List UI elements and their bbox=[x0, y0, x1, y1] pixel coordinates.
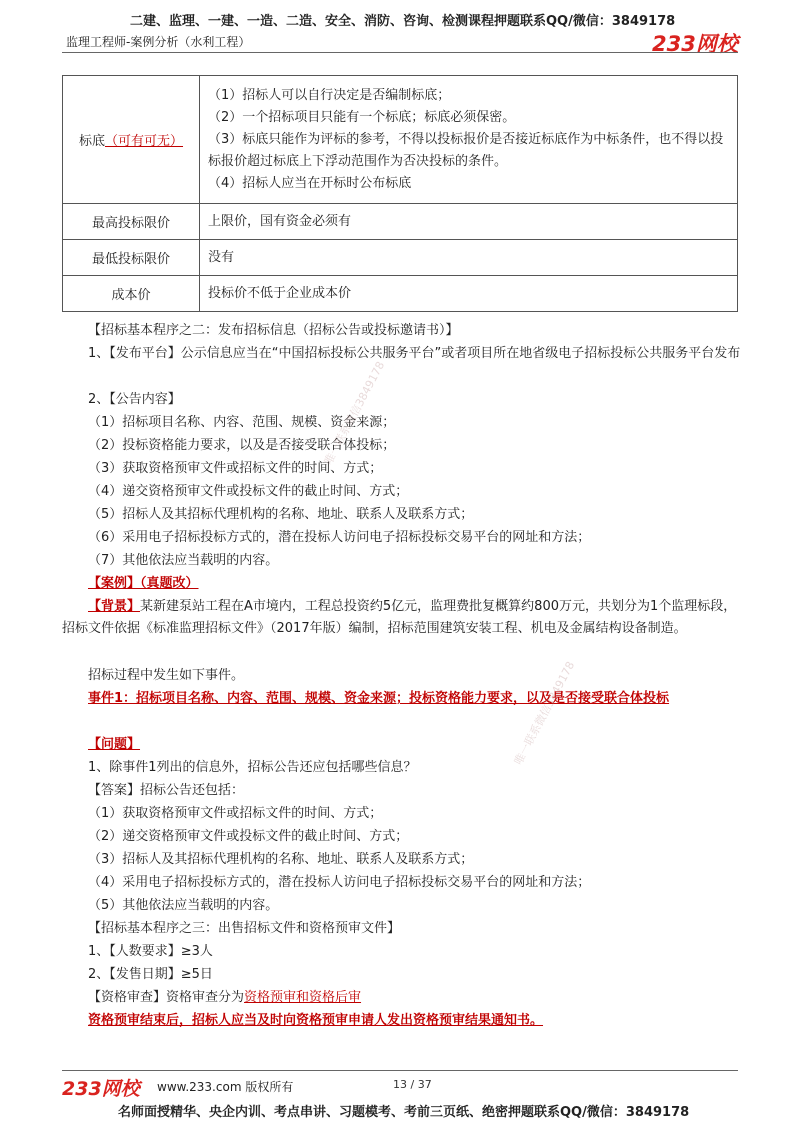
platform-prefix: 1、【发布平台】 bbox=[88, 346, 181, 361]
table-label-cell: 最高投标限价 bbox=[63, 204, 200, 240]
biaodi-line: （3）标底只能作为评标的参考，不得以投标报价是否接近标底作为中标条件，也不得以投标报价超过标底上下浮动范围作为否决投标的条件。 bbox=[208, 131, 724, 169]
biaodi-note: （可有可无） bbox=[105, 134, 184, 149]
review-note: 资格预审结束后，招标人应当及时向资格预审申请人发出资格预审结果通知书。 bbox=[88, 1013, 544, 1028]
document-subtitle: 监理工程师-案例分析（水利工程） bbox=[66, 35, 251, 49]
table-label-cell bbox=[63, 76, 200, 204]
people-requirement: 1、【人数要求】≥3人 bbox=[88, 944, 213, 959]
biaodi-line: （2）一个招标项目只能有一个标底；标底必须保密。 bbox=[208, 109, 516, 125]
events-intro: 招标过程中发生如下事件。 bbox=[88, 668, 245, 683]
content-item: （2）投标资格能力要求，以及是否接受联合体投标； bbox=[88, 438, 396, 453]
header-divider bbox=[62, 52, 738, 53]
section2-title: 【招标基本程序之二：发布招标信息（招标公告或投标邀请书）】 bbox=[88, 323, 459, 338]
table-value-cell bbox=[200, 76, 738, 204]
footer-copyright: www.233.com 版权所有 bbox=[157, 1080, 294, 1094]
question-1: 1、除事件1列出的信息外，招标公告还应包括哪些信息？ bbox=[88, 760, 417, 775]
background-text: 某新建泵站工程在A市境内，工程总投资约5亿元，监理费批复概算约800万元，共划分为1个监理标段，招标文件依据《标准监理招标文件》（2017年版）编制，招标范围建筑安装工程、机电及金属结构设备制造。 bbox=[62, 599, 737, 636]
answer-item: （3）招标人及其招标代理机构的名称、地址、联系人及联系方式； bbox=[88, 852, 474, 867]
content-item: （5）招标人及其招标代理机构的名称、地址、联系人及联系方式； bbox=[88, 507, 474, 522]
header-contact-line: 二建、监理、一建、一造、二造、安全、消防、咨询、检测课程押题联系QQ/微信：3849178 bbox=[130, 14, 676, 29]
table-row bbox=[63, 204, 738, 240]
case-title: 【案例】（真题改） bbox=[88, 576, 199, 591]
question-tag: 【问题】 bbox=[88, 737, 141, 752]
answer-item: （5）其他依法应当载明的内容。 bbox=[88, 898, 279, 913]
background-tag: 【背景】 bbox=[88, 599, 141, 614]
table-row bbox=[63, 240, 738, 276]
biaodi-line: （1）招标人可以自行决定是否编制标底； bbox=[208, 87, 451, 103]
biaodi-label: 标底 bbox=[78, 134, 105, 149]
sale-days: 2、【发售日期】≥5日 bbox=[88, 967, 213, 982]
content-item: （4）递交资格预审文件或投标文件的截止时间、方式； bbox=[88, 484, 409, 499]
table-value-cell: 投标价不低于企业成本价 bbox=[200, 276, 738, 312]
review-line bbox=[88, 987, 361, 1009]
content-item: （1）招标项目名称、内容、范围、规模、资金来源； bbox=[88, 415, 396, 430]
watermark: 唯一联系微信3849178 bbox=[511, 659, 578, 768]
content-title: 2、【公告内容】 bbox=[88, 392, 181, 407]
answer-item: （4）采用电子招标投标方式的，潜在投标人访问电子招标投标交易平台的网址和方法； bbox=[88, 875, 591, 890]
content-item: （6）采用电子招标投标方式的，潜在投标人访问电子招标投标交易平台的网址和方法； bbox=[88, 530, 591, 545]
platform-paragraph bbox=[62, 343, 742, 365]
footer-contact-line: 名师面授精华、央企内训、考点串讲、习题模考、考前三页纸、绝密押题联系QQ/微信：3849178 bbox=[118, 1105, 690, 1120]
table-label-cell: 成本价 bbox=[63, 276, 200, 312]
event-1: 事件1：招标项目名称、内容、范围、规模、资金来源；投标资格能力要求，以及是否接受联合体投标 bbox=[88, 691, 670, 706]
section3-title: 【招标基本程序之三：出售招标文件和资格预审文件】 bbox=[88, 921, 401, 936]
table-row bbox=[63, 276, 738, 312]
watermark: 唯一联系微信3849178 bbox=[321, 359, 388, 468]
platform-text: 公示信息应当在“中国招标投标公共服务平台”或者项目所在地省级电子招标投标公共服务平台发布 bbox=[180, 346, 741, 361]
background-paragraph bbox=[62, 596, 742, 640]
biaodi-line: （4）招标人应当在开标时公布标底 bbox=[208, 175, 412, 191]
footer-logo: 233网校 bbox=[62, 1078, 140, 1100]
table-value-cell: 上限价，国有资金必须有 bbox=[200, 204, 738, 240]
review-types: 资格预审和资格后审 bbox=[244, 990, 362, 1005]
answer-item: （1）获取资格预审文件或招标文件的时间、方式； bbox=[88, 806, 383, 821]
answer-item: （2）递交资格预审文件或投标文件的截止时间、方式； bbox=[88, 829, 409, 844]
bid-price-table bbox=[62, 75, 738, 312]
content-item: （7）其他依法应当载明的内容。 bbox=[88, 553, 279, 568]
table-label-cell: 最低投标限价 bbox=[63, 240, 200, 276]
page-number: 13 / 37 bbox=[393, 1078, 432, 1091]
footer-divider bbox=[62, 1070, 738, 1071]
answer-title: 【答案】招标公告还包括： bbox=[88, 783, 245, 798]
review-prefix: 【资格审查】资格审查分为 bbox=[88, 990, 245, 1005]
brand-logo: 233网校 bbox=[652, 32, 738, 56]
table-row bbox=[63, 76, 738, 204]
content-item: （3）获取资格预审文件或招标文件的时间、方式； bbox=[88, 461, 383, 476]
table-value-cell: 没有 bbox=[200, 240, 738, 276]
